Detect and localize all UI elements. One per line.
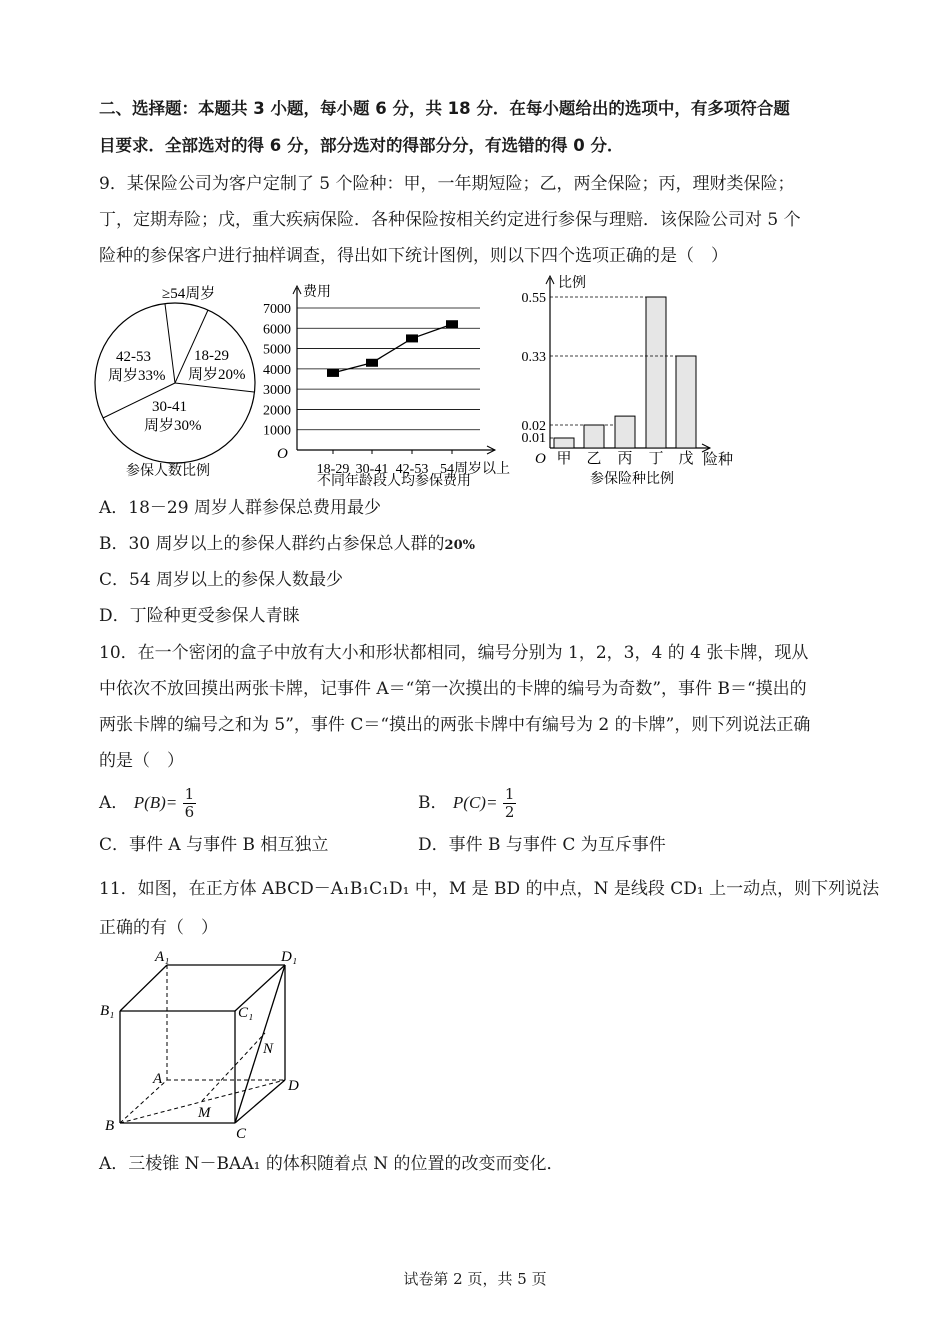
bar-chart-bar bbox=[615, 416, 635, 448]
bar-chart-bar bbox=[676, 356, 696, 448]
line-chart-xtick: 18-29 bbox=[316, 462, 350, 477]
line-chart-xtick: 30-41 bbox=[355, 462, 389, 477]
line-chart-point bbox=[327, 369, 339, 377]
q11-text-line2: 正确的有（ ） bbox=[99, 918, 218, 938]
page-footer: 试卷第 2 页，共 5 页 bbox=[403, 1270, 547, 1288]
cube-label-a1: A₁ bbox=[155, 949, 170, 965]
line-chart-ytick: 5000 bbox=[263, 342, 291, 358]
bar-chart-bar bbox=[584, 425, 604, 448]
pie-label-18-range: 18-29 bbox=[194, 348, 229, 364]
pie-label-30-range: 30-41 bbox=[152, 399, 187, 415]
q10-text-line2: 中依次不放回摸出两张卡牌，记事件 A＝“第一次摸出的卡牌的编号为奇数”，事件 B＝“摸出的 bbox=[99, 679, 807, 699]
line-chart-ytick: 6000 bbox=[263, 322, 291, 338]
pie-title: 参保人数比例 bbox=[126, 464, 210, 479]
cube-label-c: C bbox=[236, 1126, 247, 1142]
cube-label-b1: B₁ bbox=[100, 1003, 115, 1019]
q10-option-b bbox=[418, 786, 516, 821]
cube-label-b: B bbox=[105, 1118, 115, 1134]
q10-text-line1: 10．在一个密闭的盒子中放有大小和形状都相同，编号分别为 1，2，3，4 的 4 张卡牌，现从 bbox=[99, 643, 809, 663]
q9-option-b bbox=[99, 532, 475, 558]
line-chart-point bbox=[446, 320, 458, 328]
q9-text-line2: 丁，定期寿险；戊，重大疾病保险．各种保险按相关约定进行参保与理赔．该保险公司对 5 个 bbox=[99, 210, 801, 230]
line-chart-ytick: 4000 bbox=[263, 362, 291, 378]
q10-option-a bbox=[99, 786, 196, 821]
line-chart-point bbox=[406, 334, 418, 342]
cube-label-n: N bbox=[263, 1041, 274, 1057]
q10-option-a-letter: A． bbox=[99, 793, 129, 813]
bar-chart-bar bbox=[646, 297, 666, 448]
fraction-denominator: 6 bbox=[184, 803, 195, 821]
bar-chart-bar bbox=[554, 438, 574, 448]
q10-option-b-expr: P(C)= bbox=[452, 793, 498, 812]
bar-chart-xtick: 戊 bbox=[678, 451, 694, 467]
bar-chart-xtick: 乙 bbox=[586, 451, 602, 467]
q11-option-a: A．三棱锥 N－BAA₁ 的体积随着点 N 的位置的改变而变化． bbox=[99, 1154, 564, 1174]
q10-text-line4: 的是（ ） bbox=[99, 751, 184, 771]
bar-chart-xtick: 丙 bbox=[617, 451, 633, 467]
line-chart-point bbox=[366, 359, 378, 367]
fraction-numerator: 1 bbox=[504, 785, 515, 803]
line-chart-xtick: 42-53 bbox=[395, 462, 429, 477]
pie-label-42-pct: 周岁33% bbox=[108, 368, 166, 384]
line-chart-origin: O bbox=[277, 446, 288, 462]
bar-chart bbox=[510, 270, 750, 492]
section-heading-line2: 目要求．全部选对的得 6 分，部分选对的得部分分，有选错的得 0 分． bbox=[99, 136, 624, 155]
line-chart-ytick: 2000 bbox=[263, 403, 291, 419]
cube-label-d1: D₁ bbox=[281, 949, 298, 965]
fraction-denominator: 2 bbox=[504, 803, 515, 821]
line-chart bbox=[255, 280, 525, 490]
q10-option-a-fraction bbox=[183, 786, 197, 821]
q9-option-c: C．54 周岁以上的参保人数最少 bbox=[99, 570, 344, 590]
cube-label-c1: C₁ bbox=[238, 1005, 254, 1021]
q9-option-d: D．丁险种更受参保人青睐 bbox=[99, 606, 300, 626]
bar-chart-ytick: 0.02 bbox=[521, 419, 546, 434]
q9-text-line1: 9．某保险公司为客户定制了 5 个险种：甲，一年期短险；乙，两全保险；丙，理财类保险； bbox=[99, 174, 795, 194]
q10-text-line3: 两张卡牌的编号之和为 5”，事件 C＝“摸出的两张卡牌中有编号为 2 的卡牌”，则下列说法正确 bbox=[99, 715, 811, 735]
q10-option-a-expr: P(B)= bbox=[133, 793, 178, 812]
cube-label-a: A bbox=[153, 1071, 163, 1087]
line-chart-ytick: 3000 bbox=[263, 383, 291, 399]
section-heading-line1: 二、选择题：本题共 3 小题，每小题 6 分，共 18 分．在每小题给出的选项中，有多项符合题 bbox=[99, 99, 790, 118]
bar-chart-ytick: 0.55 bbox=[521, 291, 546, 306]
q10-option-d: D．事件 B 与事件 C 为互斥事件 bbox=[418, 835, 666, 855]
bar-chart-xtick: 丁 bbox=[648, 451, 664, 467]
q10-option-b-letter: B． bbox=[418, 793, 448, 813]
q9-option-b-text: B．30 周岁以上的参保人群约占参保总人群的 bbox=[99, 534, 445, 554]
bar-chart-xtick: 甲 bbox=[556, 451, 572, 467]
q9-option-b-percent: 20% bbox=[444, 538, 475, 553]
line-chart-ylabel: 费用 bbox=[303, 285, 331, 300]
q11-text-line1: 11．如图，在正方体 ABCD－A₁B₁C₁D₁ 中，M 是 BD 的中点，N 是线段 CD₁ 上一动点，则下列说法 bbox=[99, 879, 880, 899]
cube-label-d: D bbox=[288, 1078, 299, 1094]
cube-figure bbox=[95, 945, 325, 1145]
q10-option-b-fraction bbox=[503, 786, 517, 821]
bar-chart-origin: O bbox=[535, 451, 546, 467]
bar-chart-ylabel: 比例 bbox=[558, 276, 586, 291]
bar-chart-xlabel: 险种 bbox=[703, 452, 734, 468]
line-chart-ytick: 7000 bbox=[263, 302, 291, 317]
line-chart-xtick: 54周岁以上 bbox=[440, 462, 510, 477]
q10-option-c: C．事件 A 与事件 B 相互独立 bbox=[99, 835, 329, 855]
cube-label-m: M bbox=[198, 1105, 211, 1121]
bar-chart-ytick: 0.01 bbox=[521, 431, 546, 446]
pie-label-54: ≥54周岁 bbox=[162, 286, 216, 302]
pie-label-18-pct: 周岁20% bbox=[188, 367, 246, 383]
pie-label-30-pct: 周岁30% bbox=[144, 418, 202, 434]
line-chart-ytick: 1000 bbox=[263, 423, 291, 439]
pie-chart bbox=[90, 280, 265, 480]
bar-chart-ytick: 0.33 bbox=[521, 350, 546, 365]
fraction-numerator: 1 bbox=[184, 785, 195, 803]
line-chart-title: 不同年龄段人均参保费用 bbox=[317, 474, 471, 489]
q9-option-a: A．18－29 周岁人群参保总费用最少 bbox=[99, 498, 381, 518]
pie-label-42-range: 42-53 bbox=[116, 349, 151, 365]
bar-chart-title: 参保险种比例 bbox=[590, 472, 674, 487]
q9-text-line3: 险种的参保客户进行抽样调查，得出如下统计图例，则以下四个选项正确的是（ ） bbox=[99, 246, 728, 266]
